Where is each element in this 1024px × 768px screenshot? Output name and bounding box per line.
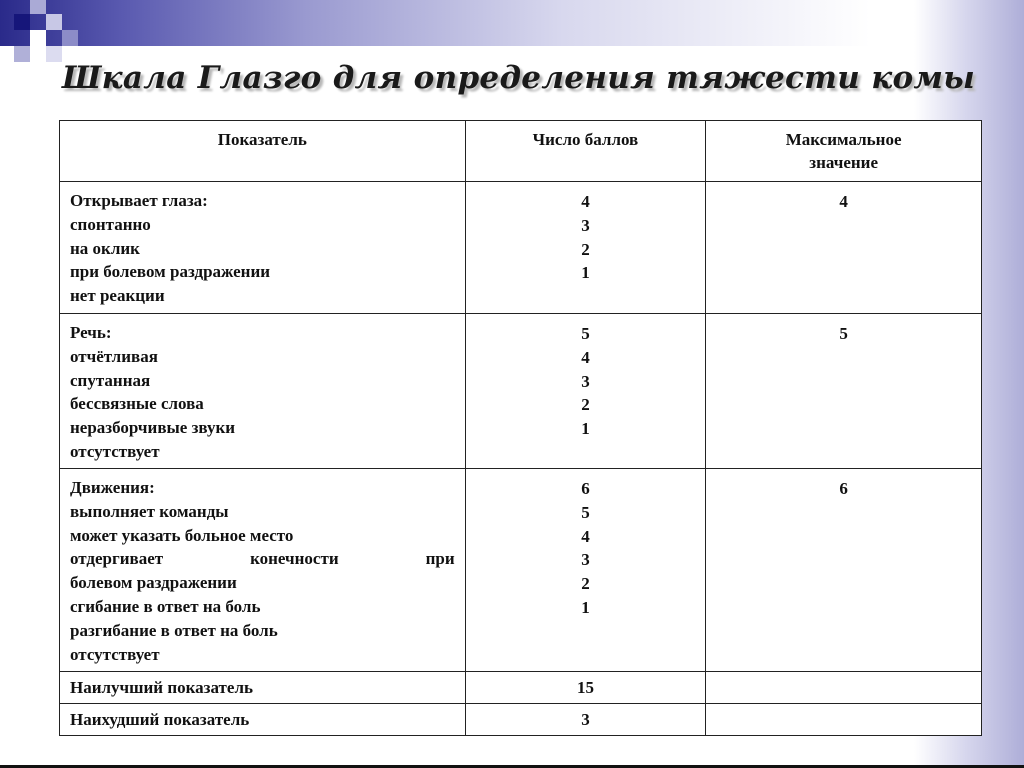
slide-header-bar bbox=[0, 0, 1024, 46]
eyes-item: на оклик bbox=[70, 238, 140, 258]
header-max bbox=[706, 121, 982, 182]
speech-criteria-cell bbox=[60, 314, 466, 469]
motor-score: 5 bbox=[581, 502, 590, 522]
motor-item: выполняет команды bbox=[70, 501, 229, 521]
motor-scores-cell bbox=[465, 469, 706, 672]
table-row-motor bbox=[60, 469, 982, 672]
header-max-line2: значение bbox=[809, 153, 878, 172]
speech-scores-cell bbox=[465, 314, 706, 469]
motor-item: сгибание в ответ на боль bbox=[70, 596, 261, 616]
slide-title: Шкала Глазго для определения тяжести комы bbox=[62, 60, 976, 96]
worst-label: Наихудший показатель bbox=[60, 704, 466, 736]
motor-item-justified bbox=[70, 547, 455, 571]
motor-item-word: конечности bbox=[250, 549, 339, 569]
speech-item: неразборчивые звуки bbox=[70, 418, 236, 438]
motor-score: 4 bbox=[581, 526, 590, 546]
table-header-row bbox=[60, 121, 982, 182]
motor-criteria-cell bbox=[60, 469, 466, 672]
eyes-score: 4 bbox=[581, 192, 590, 211]
decor-square bbox=[30, 0, 46, 14]
worst-max-empty bbox=[706, 704, 982, 736]
decor-square bbox=[46, 14, 62, 30]
motor-item-word: при bbox=[425, 549, 455, 569]
speech-score: 3 bbox=[581, 371, 590, 391]
decor-square bbox=[30, 30, 46, 46]
speech-item: спутанная bbox=[70, 370, 151, 390]
speech-item: бессвязные слова bbox=[70, 394, 204, 414]
eyes-criteria-cell bbox=[60, 182, 466, 314]
header-max-line1: Максимальное bbox=[785, 130, 902, 149]
speech-item: отчётливая bbox=[70, 346, 158, 366]
eyes-item: нет реакции bbox=[70, 286, 165, 306]
table-row-best bbox=[60, 672, 982, 704]
speech-score: 4 bbox=[581, 347, 590, 367]
decor-square bbox=[46, 46, 62, 62]
header-points: Число баллов bbox=[465, 121, 706, 182]
speech-max-cell: 5 bbox=[706, 314, 982, 469]
motor-item-word: отдергивает bbox=[70, 549, 164, 569]
decor-square bbox=[14, 46, 30, 62]
decor-square bbox=[62, 30, 78, 46]
speech-score: 5 bbox=[581, 324, 590, 343]
eyes-category: Открывает глаза: bbox=[70, 191, 208, 210]
table-row-speech bbox=[60, 314, 982, 469]
best-label: Наилучший показатель bbox=[60, 672, 466, 704]
table-row-worst bbox=[60, 704, 982, 736]
header-indicator: Показатель bbox=[60, 121, 466, 182]
motor-item: болевом раздражении bbox=[70, 573, 237, 593]
eyes-max-cell: 4 bbox=[706, 182, 982, 314]
motor-score: 2 bbox=[581, 574, 590, 594]
eyes-item: при болевом раздражении bbox=[70, 262, 271, 282]
decor-square bbox=[14, 14, 30, 30]
eyes-score: 2 bbox=[581, 239, 590, 259]
motor-score: 1 bbox=[581, 597, 590, 617]
best-max-empty bbox=[706, 672, 982, 704]
motor-category: Движения: bbox=[70, 478, 155, 497]
motor-item: отсутствует bbox=[70, 644, 160, 664]
table-row-eyes bbox=[60, 182, 982, 314]
motor-item: может указать больное место bbox=[70, 525, 294, 545]
glasgow-scale-table bbox=[59, 120, 982, 736]
motor-item: разгибание в ответ на боль bbox=[70, 620, 278, 640]
best-score: 15 bbox=[465, 672, 706, 704]
speech-category: Речь: bbox=[70, 323, 112, 342]
speech-item: отсутствует bbox=[70, 441, 160, 461]
speech-score: 2 bbox=[581, 395, 590, 415]
eyes-item: спонтанно bbox=[70, 214, 151, 234]
eyes-scores-cell bbox=[465, 182, 706, 314]
eyes-score: 3 bbox=[581, 215, 590, 235]
motor-score: 3 bbox=[581, 550, 590, 570]
worst-score: 3 bbox=[465, 704, 706, 736]
motor-score: 6 bbox=[581, 479, 590, 498]
speech-score: 1 bbox=[581, 419, 590, 439]
motor-max-cell: 6 bbox=[706, 469, 982, 672]
eyes-score: 1 bbox=[581, 263, 590, 283]
